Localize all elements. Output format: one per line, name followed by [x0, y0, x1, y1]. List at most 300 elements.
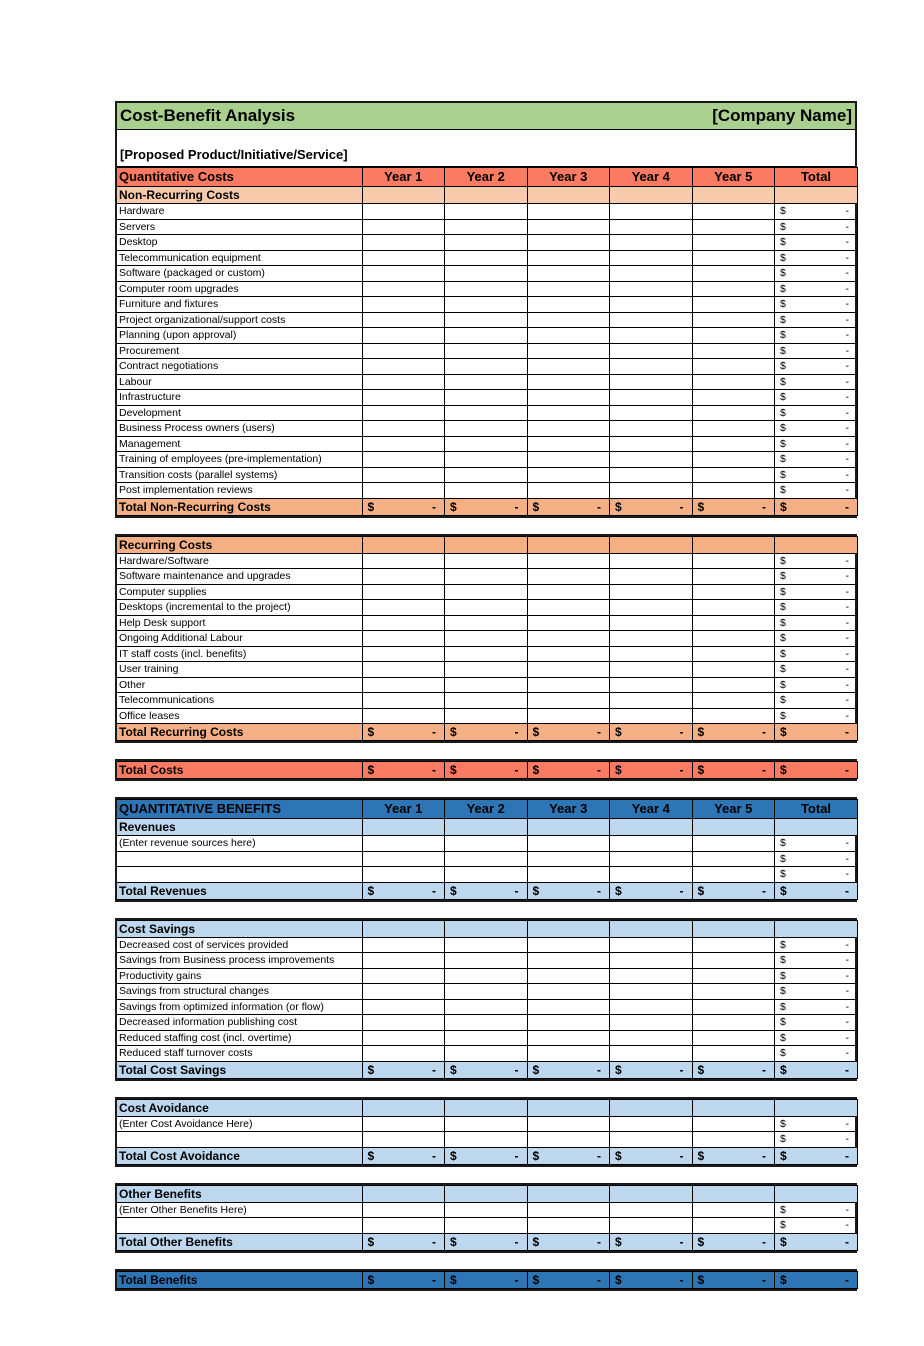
amount-dash: -: [432, 883, 436, 898]
year-input-cell[interactable]: [610, 999, 693, 1015]
year-input-cell[interactable]: [527, 569, 610, 585]
year-input-cell[interactable]: [610, 1132, 693, 1148]
currency-symbol: $: [532, 883, 540, 898]
year-input-cell[interactable]: [527, 851, 610, 867]
currency-symbol: $: [780, 329, 786, 342]
year-input-cell[interactable]: [362, 953, 445, 969]
year-input-cell[interactable]: [692, 405, 775, 421]
year-input-cell[interactable]: [610, 281, 693, 297]
line-item-label: Productivity gains: [117, 968, 362, 984]
year-input-cell[interactable]: [362, 1046, 445, 1062]
year-input-cell[interactable]: [527, 266, 610, 282]
year-input-cell[interactable]: [610, 483, 693, 499]
year-input-cell[interactable]: [362, 693, 445, 709]
year-input-cell[interactable]: [445, 390, 528, 406]
year-input-cell[interactable]: [445, 662, 528, 678]
total-value-cell: [445, 1233, 528, 1250]
year-input-cell[interactable]: [527, 999, 610, 1015]
year-input-cell[interactable]: [527, 662, 610, 678]
year-input-cell[interactable]: [445, 968, 528, 984]
section-label: Cost Avoidance: [117, 1099, 362, 1116]
line-item-label: Computer room upgrades: [117, 281, 362, 297]
year-input-cell[interactable]: [610, 708, 693, 724]
company-name[interactable]: [Company Name]: [712, 106, 852, 125]
year-input-cell[interactable]: [445, 405, 528, 421]
year-input-cell[interactable]: [610, 569, 693, 585]
year-input-cell[interactable]: [527, 708, 610, 724]
year-input-cell[interactable]: [362, 312, 445, 328]
year-input-cell[interactable]: [445, 235, 528, 251]
line-item-row: [117, 1202, 858, 1218]
year-input-cell[interactable]: [692, 693, 775, 709]
section-label: Cost Savings: [117, 920, 362, 937]
line-item-label: Management: [117, 436, 362, 452]
year-input-cell[interactable]: [610, 984, 693, 1000]
currency-symbol: $: [615, 1272, 622, 1287]
year-input-cell[interactable]: [527, 1218, 610, 1234]
line-item-row: [117, 553, 858, 569]
year-input-cell[interactable]: [610, 1218, 693, 1234]
currency-symbol: $: [615, 499, 622, 514]
year-input-cell[interactable]: [692, 968, 775, 984]
year-input-cell[interactable]: [527, 615, 610, 631]
currency-symbol: $: [780, 1000, 786, 1013]
year-input-cell[interactable]: [362, 266, 445, 282]
year-input-cell[interactable]: [610, 343, 693, 359]
year-input-cell[interactable]: [610, 328, 693, 344]
currency-symbol: $: [780, 251, 786, 264]
year-input-cell[interactable]: [362, 851, 445, 867]
year-input-cell[interactable]: [362, 204, 445, 220]
year-header: Total: [775, 168, 858, 187]
amount-dash: -: [679, 883, 684, 898]
year-input-cell[interactable]: [527, 677, 610, 693]
section-cell: [527, 819, 610, 836]
year-input-cell[interactable]: [692, 297, 775, 313]
year-input-cell[interactable]: [610, 631, 693, 647]
year-input-cell[interactable]: [527, 1046, 610, 1062]
line-item-label: User training: [117, 662, 362, 678]
year-input-cell[interactable]: [692, 708, 775, 724]
year-input-cell[interactable]: [445, 312, 528, 328]
year-input-cell[interactable]: [527, 359, 610, 375]
year-input-cell[interactable]: [527, 693, 610, 709]
year-input-cell[interactable]: [610, 867, 693, 883]
avoidance-block: [115, 1097, 857, 1167]
year-input-cell[interactable]: [610, 436, 693, 452]
year-input-cell[interactable]: [445, 1202, 528, 1218]
year-input-cell[interactable]: [692, 646, 775, 662]
year-input-cell[interactable]: [692, 343, 775, 359]
row-total-cell: [775, 266, 858, 282]
year-input-cell[interactable]: [362, 600, 445, 616]
year-input-cell[interactable]: [445, 374, 528, 390]
total-cost-savings-row: [117, 1061, 858, 1078]
year-input-cell[interactable]: [362, 374, 445, 390]
amount-dash: -: [762, 1272, 766, 1287]
year-input-cell[interactable]: [362, 1132, 445, 1148]
year-input-cell[interactable]: [445, 708, 528, 724]
year-input-cell[interactable]: [692, 851, 775, 867]
year-input-cell[interactable]: [610, 421, 693, 437]
year-input-cell[interactable]: [362, 646, 445, 662]
year-input-cell[interactable]: [362, 328, 445, 344]
total-value-cell: [692, 498, 775, 515]
year-input-cell[interactable]: [362, 553, 445, 569]
year-input-cell[interactable]: [610, 937, 693, 953]
year-input-cell[interactable]: [610, 553, 693, 569]
year-input-cell[interactable]: [445, 693, 528, 709]
year-input-cell[interactable]: [692, 836, 775, 852]
year-input-cell[interactable]: [527, 867, 610, 883]
amount-dash: -: [845, 406, 849, 419]
year-input-cell[interactable]: [610, 1030, 693, 1046]
year-input-cell[interactable]: [362, 235, 445, 251]
year-input-cell[interactable]: [362, 343, 445, 359]
year-input-cell[interactable]: [692, 1132, 775, 1148]
year-input-cell[interactable]: [610, 662, 693, 678]
year-input-cell[interactable]: [610, 359, 693, 375]
year-input-cell[interactable]: [445, 1030, 528, 1046]
year-input-cell[interactable]: [527, 390, 610, 406]
year-input-cell[interactable]: [445, 867, 528, 883]
year-input-cell[interactable]: [362, 569, 445, 585]
line-item-row: [117, 937, 858, 953]
year-input-cell[interactable]: [610, 584, 693, 600]
year-input-cell[interactable]: [445, 836, 528, 852]
year-input-cell[interactable]: [692, 984, 775, 1000]
year-input-cell[interactable]: [527, 984, 610, 1000]
line-item-label: Software (packaged or custom): [117, 266, 362, 282]
year-input-cell[interactable]: [692, 421, 775, 437]
year-input-cell[interactable]: [527, 297, 610, 313]
year-input-cell[interactable]: [445, 421, 528, 437]
year-input-cell[interactable]: [692, 1116, 775, 1132]
year-input-cell[interactable]: [610, 677, 693, 693]
year-input-cell[interactable]: [692, 615, 775, 631]
year-input-cell[interactable]: [610, 266, 693, 282]
year-input-cell[interactable]: [527, 953, 610, 969]
year-input-cell[interactable]: [610, 1046, 693, 1062]
year-input-cell[interactable]: [445, 569, 528, 585]
year-input-cell[interactable]: [692, 1030, 775, 1046]
year-input-cell[interactable]: [527, 421, 610, 437]
line-item-row: [117, 297, 858, 313]
amount-dash: -: [679, 725, 684, 739]
year-input-cell[interactable]: [445, 677, 528, 693]
year-input-cell[interactable]: [610, 851, 693, 867]
year-input-cell[interactable]: [692, 250, 775, 266]
year-input-cell[interactable]: [610, 235, 693, 251]
year-input-cell[interactable]: [445, 1015, 528, 1031]
year-input-cell[interactable]: [362, 467, 445, 483]
year-input-cell[interactable]: [692, 266, 775, 282]
total-value-cell: [610, 882, 693, 899]
line-item-label: (Enter Other Benefits Here): [117, 1202, 362, 1218]
year-input-cell[interactable]: [610, 968, 693, 984]
year-input-cell[interactable]: [445, 452, 528, 468]
year-input-cell[interactable]: [610, 600, 693, 616]
year-input-cell[interactable]: [445, 1046, 528, 1062]
amount-dash: -: [845, 1148, 849, 1163]
year-input-cell[interactable]: [445, 343, 528, 359]
year-input-cell[interactable]: [610, 615, 693, 631]
year-input-cell[interactable]: [692, 953, 775, 969]
year-input-cell[interactable]: [527, 1015, 610, 1031]
year-input-cell[interactable]: [445, 851, 528, 867]
year-input-cell[interactable]: [610, 219, 693, 235]
year-input-cell[interactable]: [362, 631, 445, 647]
year-input-cell[interactable]: [692, 999, 775, 1015]
year-input-cell[interactable]: [362, 708, 445, 724]
year-input-cell[interactable]: [362, 1202, 445, 1218]
year-input-cell[interactable]: [610, 297, 693, 313]
year-input-cell[interactable]: [610, 250, 693, 266]
revenues-block: [115, 797, 857, 902]
year-input-cell[interactable]: [692, 281, 775, 297]
year-input-cell[interactable]: [362, 984, 445, 1000]
year-input-cell[interactable]: [610, 1015, 693, 1031]
year-input-cell[interactable]: [527, 219, 610, 235]
year-input-cell[interactable]: [692, 359, 775, 375]
year-input-cell[interactable]: [527, 584, 610, 600]
year-input-cell[interactable]: [527, 1202, 610, 1218]
year-input-cell[interactable]: [527, 631, 610, 647]
year-input-cell[interactable]: [445, 615, 528, 631]
amount-dash: -: [845, 205, 849, 218]
year-input-cell[interactable]: [527, 483, 610, 499]
year-input-cell[interactable]: [527, 553, 610, 569]
year-input-cell[interactable]: [445, 984, 528, 1000]
year-input-cell[interactable]: [445, 250, 528, 266]
year-input-cell[interactable]: [445, 646, 528, 662]
year-input-cell[interactable]: [445, 937, 528, 953]
year-input-cell[interactable]: [362, 483, 445, 499]
year-input-cell[interactable]: [692, 1218, 775, 1234]
year-input-cell[interactable]: [610, 467, 693, 483]
year-input-cell[interactable]: [527, 328, 610, 344]
year-input-cell[interactable]: [692, 677, 775, 693]
year-input-cell[interactable]: [527, 600, 610, 616]
section-cell: [362, 920, 445, 937]
total-non-recurring-row: [117, 498, 858, 515]
year-input-cell[interactable]: [527, 250, 610, 266]
year-input-cell[interactable]: [692, 374, 775, 390]
row-total-cell: [775, 421, 858, 437]
year-input-cell[interactable]: [692, 483, 775, 499]
year-input-cell[interactable]: [527, 374, 610, 390]
year-input-cell[interactable]: [610, 646, 693, 662]
line-item-row: [117, 405, 858, 421]
year-input-cell[interactable]: [692, 204, 775, 220]
year-input-cell[interactable]: [610, 1202, 693, 1218]
total-costs-block: [115, 759, 857, 781]
line-item-row: [117, 600, 858, 616]
amount-dash: -: [679, 1062, 684, 1077]
section-cell: [775, 536, 858, 553]
year-input-cell[interactable]: [445, 297, 528, 313]
year-input-cell[interactable]: [362, 219, 445, 235]
year-input-cell[interactable]: [610, 204, 693, 220]
year-input-cell[interactable]: [610, 836, 693, 852]
row-total-cell: [775, 483, 858, 499]
amount-dash: -: [762, 883, 766, 898]
row-total-cell: [775, 235, 858, 251]
row-total-cell: [775, 204, 858, 220]
year-input-cell[interactable]: [527, 204, 610, 220]
year-input-cell[interactable]: [527, 467, 610, 483]
year-input-cell[interactable]: [527, 281, 610, 297]
year-input-cell[interactable]: [445, 359, 528, 375]
year-input-cell[interactable]: [610, 405, 693, 421]
year-input-cell[interactable]: [692, 328, 775, 344]
year-input-cell[interactable]: [692, 219, 775, 235]
amount-dash: -: [845, 1219, 849, 1232]
year-input-cell[interactable]: [692, 452, 775, 468]
year-input-cell[interactable]: [445, 631, 528, 647]
year-input-cell[interactable]: [445, 436, 528, 452]
year-input-cell[interactable]: [527, 343, 610, 359]
year-input-cell[interactable]: [527, 968, 610, 984]
year-input-cell[interactable]: [610, 693, 693, 709]
year-input-cell[interactable]: [362, 999, 445, 1015]
year-input-cell[interactable]: [362, 968, 445, 984]
year-input-cell[interactable]: [362, 937, 445, 953]
year-input-cell[interactable]: [445, 328, 528, 344]
year-input-cell[interactable]: [362, 390, 445, 406]
currency-symbol: $: [697, 725, 705, 739]
year-input-cell[interactable]: [362, 421, 445, 437]
section-cell: [775, 920, 858, 937]
amount-dash: -: [845, 694, 849, 707]
amount-dash: -: [432, 499, 436, 514]
amount-dash: -: [432, 1234, 436, 1249]
year-input-cell[interactable]: [362, 1218, 445, 1234]
year-input-cell[interactable]: [527, 1030, 610, 1046]
currency-symbol: $: [780, 375, 786, 388]
year-input-cell[interactable]: [362, 662, 445, 678]
year-input-cell[interactable]: [445, 1218, 528, 1234]
year-input-cell[interactable]: [692, 436, 775, 452]
year-input-cell[interactable]: [692, 390, 775, 406]
year-input-cell[interactable]: [610, 374, 693, 390]
total-label: Total Non-Recurring Costs: [117, 498, 362, 515]
product-subtitle[interactable]: [Proposed Product/Initiative/Service]: [117, 130, 855, 167]
year-input-cell[interactable]: [445, 553, 528, 569]
year-input-cell[interactable]: [692, 467, 775, 483]
year-input-cell[interactable]: [362, 867, 445, 883]
year-input-cell[interactable]: [445, 1116, 528, 1132]
year-input-cell[interactable]: [527, 1116, 610, 1132]
year-input-cell[interactable]: [692, 662, 775, 678]
year-input-cell[interactable]: [527, 937, 610, 953]
year-input-cell[interactable]: [527, 312, 610, 328]
currency-symbol: $: [780, 406, 786, 419]
year-input-cell[interactable]: [362, 584, 445, 600]
year-input-cell[interactable]: [445, 1132, 528, 1148]
year-input-cell[interactable]: [362, 405, 445, 421]
year-input-cell[interactable]: [445, 584, 528, 600]
year-input-cell[interactable]: [362, 250, 445, 266]
year-input-cell[interactable]: [362, 1030, 445, 1046]
amount-dash: -: [679, 763, 684, 777]
year-input-cell[interactable]: [692, 553, 775, 569]
year-input-cell[interactable]: [527, 646, 610, 662]
year-input-cell[interactable]: [445, 219, 528, 235]
year-header: Total: [775, 800, 858, 819]
year-input-cell[interactable]: [692, 1202, 775, 1218]
year-input-cell[interactable]: [527, 235, 610, 251]
year-input-cell[interactable]: [527, 1132, 610, 1148]
amount-dash: -: [845, 313, 849, 326]
year-input-cell[interactable]: [445, 483, 528, 499]
year-input-cell[interactable]: [362, 836, 445, 852]
year-input-cell[interactable]: [692, 569, 775, 585]
currency-symbol: $: [780, 1133, 786, 1146]
year-input-cell[interactable]: [362, 297, 445, 313]
year-input-cell[interactable]: [527, 836, 610, 852]
currency-symbol: $: [367, 725, 375, 739]
year-input-cell[interactable]: [362, 1116, 445, 1132]
year-input-cell[interactable]: [692, 1046, 775, 1062]
year-input-cell[interactable]: [527, 436, 610, 452]
year-input-cell[interactable]: [445, 467, 528, 483]
year-input-cell[interactable]: [527, 452, 610, 468]
year-input-cell[interactable]: [445, 266, 528, 282]
line-item-row: [117, 452, 858, 468]
amount-dash: -: [845, 709, 849, 722]
year-input-cell[interactable]: [362, 436, 445, 452]
year-input-cell[interactable]: [362, 281, 445, 297]
year-header: Year 2: [445, 168, 528, 187]
year-input-cell[interactable]: [362, 677, 445, 693]
year-input-cell[interactable]: [692, 312, 775, 328]
year-input-cell[interactable]: [527, 405, 610, 421]
year-input-cell[interactable]: [692, 937, 775, 953]
year-input-cell[interactable]: [692, 235, 775, 251]
year-input-cell[interactable]: [445, 953, 528, 969]
year-input-cell[interactable]: [692, 584, 775, 600]
year-input-cell[interactable]: [692, 600, 775, 616]
year-input-cell[interactable]: [692, 867, 775, 883]
currency-symbol: $: [615, 1234, 622, 1249]
row-total-cell: [775, 953, 858, 969]
year-input-cell[interactable]: [610, 452, 693, 468]
year-input-cell[interactable]: [362, 615, 445, 631]
year-input-cell[interactable]: [610, 390, 693, 406]
year-input-cell[interactable]: [610, 312, 693, 328]
year-input-cell[interactable]: [445, 281, 528, 297]
currency-symbol: $: [780, 570, 786, 583]
line-item-row: [117, 693, 858, 709]
year-input-cell[interactable]: [692, 631, 775, 647]
year-input-cell[interactable]: [610, 953, 693, 969]
year-input-cell[interactable]: [362, 1015, 445, 1031]
line-item-label: Reduced staffing cost (incl. overtime): [117, 1030, 362, 1046]
year-input-cell[interactable]: [692, 1015, 775, 1031]
total-value-cell: [445, 1147, 528, 1164]
year-input-cell[interactable]: [445, 600, 528, 616]
amount-dash: -: [845, 236, 849, 249]
total-value-cell: [610, 1271, 693, 1288]
amount-dash: -: [679, 1272, 684, 1287]
year-input-cell[interactable]: [445, 204, 528, 220]
year-input-cell[interactable]: [362, 359, 445, 375]
amount-dash: -: [597, 883, 601, 898]
year-input-cell[interactable]: [445, 999, 528, 1015]
year-input-cell[interactable]: [362, 452, 445, 468]
year-input-cell[interactable]: [610, 1116, 693, 1132]
